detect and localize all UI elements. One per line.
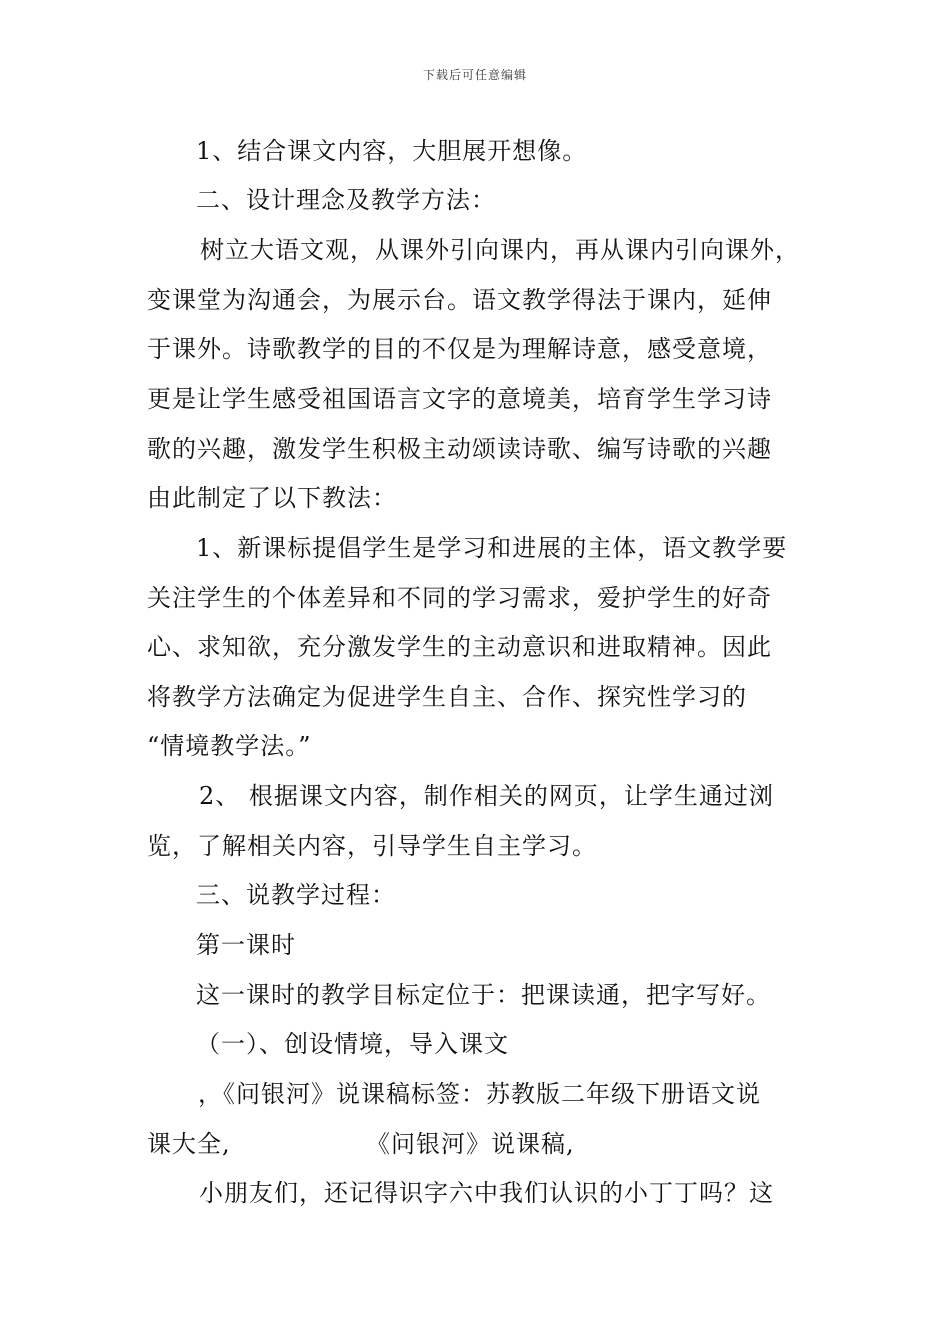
- text-line: 览，了解相关内容，引导学生自主学习。: [147, 832, 597, 860]
- text-line: 更是让学生感受祖国语言文字的意境美，培育学生学习诗: [147, 385, 772, 413]
- text-line: 将教学方法确定为促进学生自主、合作、探究性学习的: [147, 683, 747, 711]
- text-line: 心、求知欲，充分激发学生的主动意识和进取精神。因此: [147, 633, 772, 661]
- text-line: （一）、创设情境，导入课文: [196, 1030, 509, 1058]
- text-line: 小朋友们，还记得识字六中我们认识的小丁丁吗？这: [199, 1179, 774, 1207]
- text-line: 1、新课标提倡学生是学习和进展的主体，语文教学要: [196, 534, 788, 562]
- page-header: 下载后可任意编辑: [422, 68, 527, 82]
- text-line: “情境教学法。”: [147, 732, 312, 760]
- text-line: 2、 根据课文内容，制作相关的网页，让学生通过浏: [199, 782, 774, 810]
- text-line: 树立大语文观，从课外引向课内，再从课内引向课外，: [200, 236, 800, 264]
- text-line: 第一课时: [196, 931, 296, 959]
- text-line: 于课外。诗歌教学的目的不仅是为理解诗意，感受意境，: [147, 335, 772, 363]
- text-line: 三、说教学过程：: [196, 881, 396, 909]
- text-line: 歌的兴趣，激发学生积极主动颂读诗歌、编写诗歌的兴趣: [147, 435, 772, 463]
- text-line: 关注学生的个体差异和不同的学习需求，爱护学生的好奇: [147, 584, 772, 612]
- text-line: 1、结合课文内容，大胆展开想像。: [196, 137, 588, 165]
- text-line: 由此制定了以下教法：: [147, 484, 397, 512]
- text-line: 《问银河》说课稿,: [366, 1130, 575, 1158]
- text-line: 这一课时的教学目标定位于：把课读通，把字写好。: [196, 981, 771, 1009]
- text-line: ，《问银河》说课稿标签：苏教版二年级下册语文说: [198, 1080, 761, 1108]
- text-line: 变课堂为沟通会，为展示台。语文教学得法于课内，延伸: [147, 286, 772, 314]
- text-line: 课大全,: [147, 1130, 231, 1158]
- text-line: 二、设计理念及教学方法：: [196, 186, 496, 214]
